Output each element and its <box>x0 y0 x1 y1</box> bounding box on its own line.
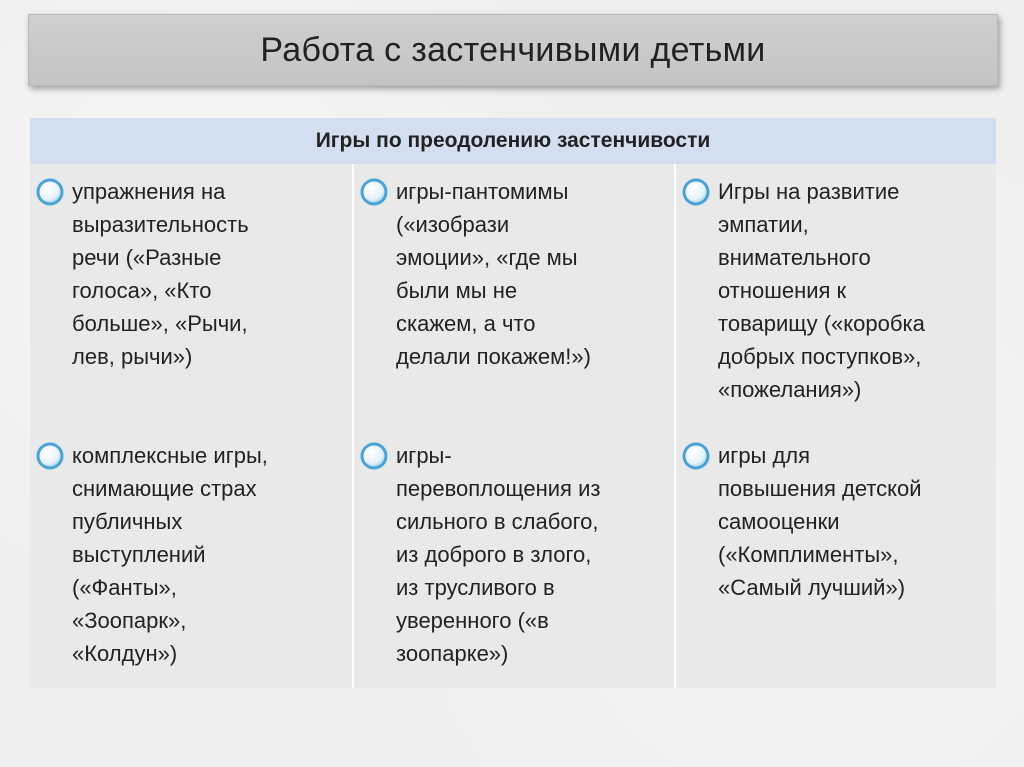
list-item-text: игры для повышения детской самооценки («Комплименты», «Самый лучший») <box>718 443 922 600</box>
circle-bullet-icon <box>682 442 710 470</box>
circle-bullet-icon <box>36 178 64 206</box>
table-header-text: Игры по преодолению застенчивости <box>315 129 711 152</box>
title-bar <box>28 14 998 86</box>
list-item-text: игры-пантомимы («изобрази эмоции», «где мы были мы не скажем, а что делали покажем!») <box>396 179 591 369</box>
table-column-1 <box>30 164 352 688</box>
circle-bullet-icon <box>360 178 388 206</box>
list-item-text: комплексные игры, снимающие страх публичных выступлений («Фанты», «Зоопарк», «Колдун») <box>72 443 268 666</box>
circle-bullet-icon <box>360 442 388 470</box>
list-item-text: упражнения на выразительность речи («Разные голоса», «Кто больше», «Рычи, лев, рычи») <box>72 179 249 369</box>
circle-bullet-icon <box>682 178 710 206</box>
table-column-3 <box>674 164 996 688</box>
list-item-text: Игры на развитие эмпатии, внимательного отношения к товарищу («коробка добрых поступков», «пожелания») <box>718 179 925 402</box>
table-body <box>30 164 996 688</box>
table-header <box>30 118 996 164</box>
list-item-text: игры- перевоплощения из сильного в слабого, из доброго в злого, из трусливого в уверенного («в зоопарке») <box>396 443 601 666</box>
table-column-2 <box>352 164 674 688</box>
games-table <box>30 118 996 688</box>
slide-title: Работа с застенчивыми детьми <box>260 30 766 69</box>
circle-bullet-icon <box>36 442 64 470</box>
